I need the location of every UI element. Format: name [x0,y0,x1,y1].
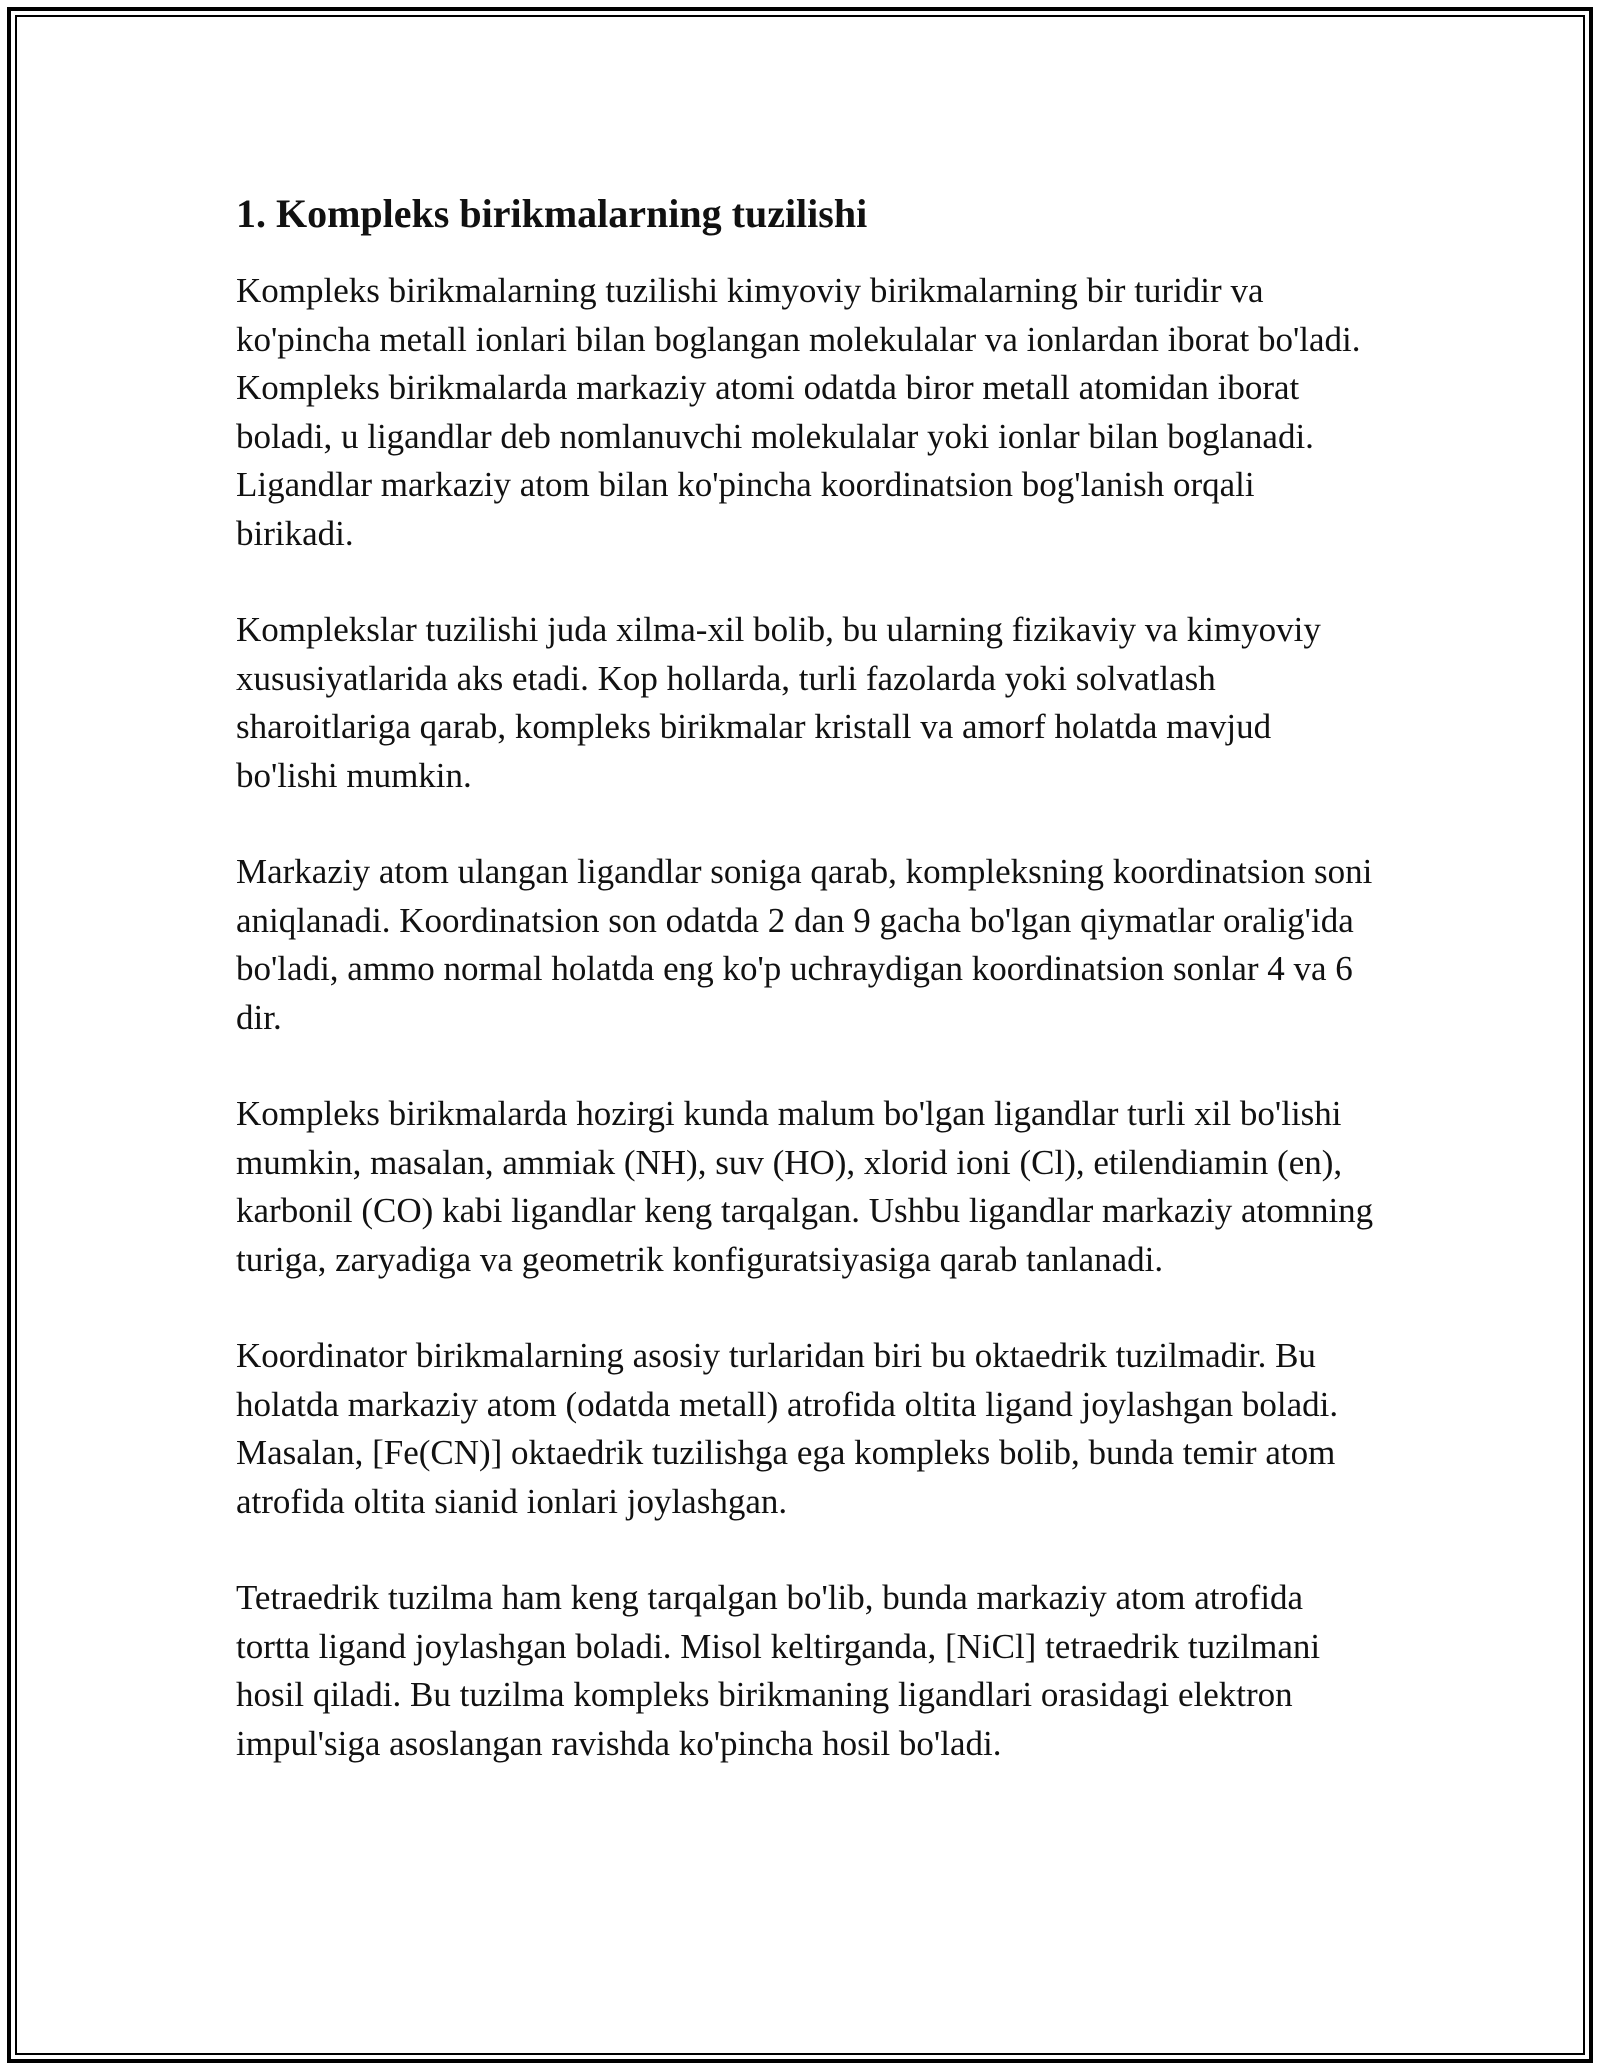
paragraph-3: Markaziy atom ulangan ligandlar soniga qarab, kompleksning koordinatsion soni aniqlanadi. Koordinatsion son odatda 2 dan 9 gacha bo'lgan qiymatlar oralig'ida bo'ladi, ammo normal holatda eng ko'p uchraydigan koordinatsion sonlar 4 va 6 dir. [236,852,1373,1037]
paragraph-6: Tetraedrik tuzilma ham keng tarqalgan bo'lib, bunda markaziy atom atrofida tortta ligand joylashgan boladi. Misol keltirganda, [NiCl] tetraedrik tuzilmani hosil qiladi. Bu tuzilma kompleks birikmaning ligandlari orasidagi elektron impul'siga asoslangan ravishda ko'pincha hosil bo'ladi. [236,1578,1321,1763]
section-heading: 1. Kompleks birikmalarning tuzilishi [236,191,868,236]
paragraph-5: Koordinator birikmalarning asosiy turlaridan biri bu oktaedrik tuzilmadir. Bu holatda markaziy atom (odatda metall) atrofida oltita ligand joylashgan boladi. Masalan, [Fe(CN)] oktaedrik tuzilishga ega kompleks bolib, bunda temir atom atrofida oltita sianid ionlari joylashgan. [236,1336,1339,1521]
document-body [236,186,1376,1816]
paragraph-2: Komplekslar tuzilishi juda xilma-xil bolib, bu ularning fizikaviy va kimyoviy xususiyatlarida aks etadi. Kop hollarda, turli fazolarda yoki solvatlash sharoitlariga qarab, kompleks birikmalar kristall va amorf holatda mavjud bo'lishi mumkin. [236,610,1321,795]
paragraph-1: Kompleks birikmalarning tuzilishi kimyoviy birikmalarning bir turidir va ko'pincha metall ionlari bilan boglangan molekulalar va ionlardan iborat bo'ladi. Kompleks birikmalarda markaziy atomi odatda biror metall atomidan iborat boladi, u ligandlar deb nomlanuvchi molekulalar yoki ionlar bilan boglanadi. Ligandlar markaziy atom bilan ko'pincha koordinatsion bog'lanish orqali birikadi. [236,271,1361,553]
paragraph-4: Kompleks birikmalarda hozirgi kunda malum bo'lgan ligandlar turli xil bo'lishi mumkin, masalan, ammiak (NH), suv (HO), xlorid ioni (Cl), etilendiamin (en), karbonil (CO) kabi ligandlar keng tarqalgan. Ushbu ligandlar markaziy atomning turiga, zaryadiga va geometrik konfiguratsiyasiga qarab tanlanadi. [236,1094,1374,1279]
